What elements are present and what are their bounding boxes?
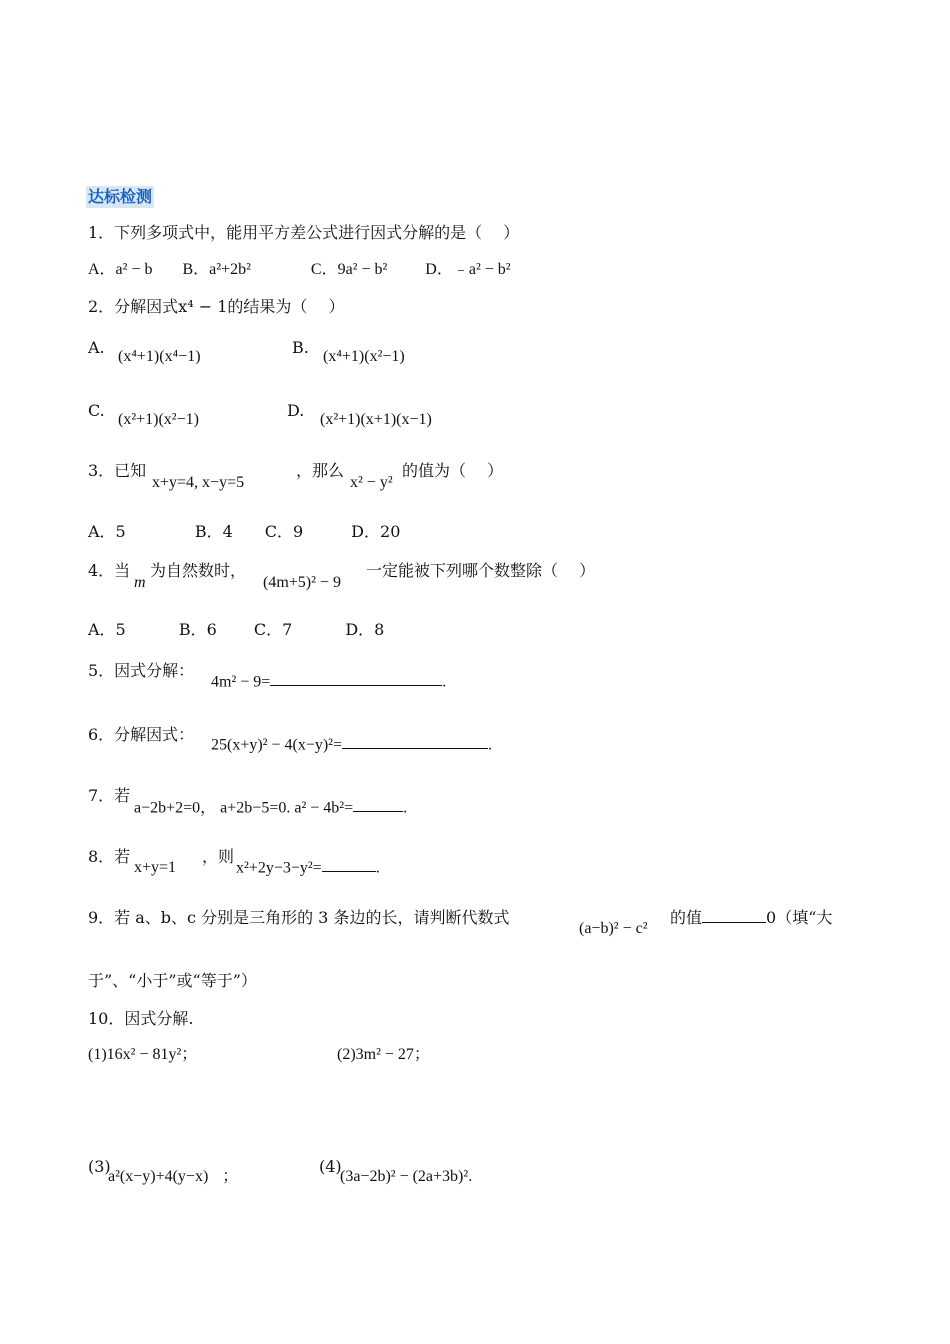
q6-answer-line [211, 734, 492, 756]
q10-part4-end: . [468, 1168, 473, 1185]
q8-end: . [375, 859, 380, 877]
q5-expr: 4m² − 9= [211, 673, 271, 691]
q8-blank[interactable] [322, 857, 376, 872]
q10-part4-line [340, 1166, 472, 1188]
q9-blank[interactable] [702, 908, 766, 923]
q10-part3-label: (3) [88, 1157, 111, 1176]
q3-stem-a: 3．已知 [88, 461, 147, 480]
q8-answer-line [236, 857, 380, 879]
q6-blank[interactable] [342, 734, 488, 749]
q2-b-label: B. [292, 338, 309, 357]
q4-expr: (4m+5)² − 9 [263, 574, 341, 591]
q4-stem-a: 4．当 [88, 561, 131, 580]
q4-var: m [134, 574, 146, 591]
q10-part3-expr: a²(x−y)+4(y−x) [108, 1168, 209, 1185]
q5-blank[interactable] [270, 671, 442, 686]
q1-stem: 1．下列多项式中，能用平方差公式进行因式分解的是（ ） [88, 223, 520, 242]
q5-stem: 5．因式分解： [88, 661, 195, 680]
q9-mid: 的值 [670, 908, 703, 927]
q7-end: . [403, 799, 408, 817]
section-title: 达标检测 [88, 187, 153, 206]
q2-stem: 2．分解因式x⁴ − 1的结果为（ ） [88, 297, 345, 316]
q1-option-b: B．a²+2b² [182, 261, 251, 278]
q7-answer-line [134, 797, 407, 819]
q2-a-label: A. [88, 338, 105, 357]
q6-end: . [488, 736, 492, 754]
q1-option-d: D．﹣a² − b² [425, 261, 511, 278]
q5-answer-line [211, 671, 446, 693]
q9-line2: 于”、“小于”或“等于”） [88, 971, 257, 990]
q9-expr: (a−b)² − c² [579, 920, 648, 937]
q9-after: 0（填“大 [766, 908, 833, 927]
q10-part1: (1)16x² − 81y²； [88, 1046, 198, 1063]
q7-expr: a−2b+2=0， a+2b−5=0. a² − 4b²= [134, 799, 354, 817]
q3-options: A．5 B．4 C．9 D．20 [88, 522, 401, 541]
q3-stem-b: ，那么 [296, 461, 345, 480]
q1-options [88, 259, 511, 281]
q2-c-expr: (x²+1)(x²−1) [118, 411, 199, 428]
q10-stem: 10．因式分解. [88, 1009, 194, 1028]
q10-part4-expr: (3a−2b)² − (2a+3b)² [340, 1168, 469, 1185]
q9-stem: 9．若 a、b、c 分别是三角形的 3 条边的长，请判断代数式 [88, 908, 510, 927]
q1-option-a: A．a² − b [88, 261, 153, 278]
q1-option-c: C．9a² − b² [310, 261, 388, 278]
q2-c-label: C. [88, 401, 105, 420]
q10-part3-line [108, 1166, 238, 1188]
q4-stem-c: 一定能被下列哪个数整除（ ） [366, 561, 596, 580]
q4-options: A．5 B．6 C．7 D．8 [88, 620, 385, 639]
q8-expr: x²+2y−3−y²= [236, 859, 322, 877]
q2-b-expr: (x⁴+1)(x²−1) [323, 348, 405, 365]
q9-answer-line [670, 907, 832, 929]
q7-stem: 7．若 [88, 786, 131, 805]
q3-condition: x+y=4, x−y=5 [152, 474, 245, 491]
q10-part3-end: ； [222, 1168, 239, 1185]
q4-stem-b: 为自然数时， [150, 561, 247, 580]
q2-d-label: D. [287, 401, 305, 420]
q8-condition: x+y=1 [134, 859, 177, 876]
q3-expr: x² − y² [350, 474, 393, 491]
q8-sep: ，则 [202, 847, 235, 866]
q2-d-expr: (x²+1)(x+1)(x−1) [320, 411, 432, 428]
q10-part4-label: (4) [319, 1157, 342, 1176]
q8-stem: 8．若 [88, 847, 131, 866]
q10-part2: (2)3m² − 27； [337, 1046, 430, 1063]
q6-stem: 6．分解因式： [88, 725, 195, 744]
q2-a-expr: (x⁴+1)(x⁴−1) [118, 348, 201, 365]
q7-blank[interactable] [353, 797, 403, 812]
q3-stem-c: 的值为（ ） [402, 461, 504, 480]
q6-expr: 25(x+y)² − 4(x−y)²= [211, 736, 342, 754]
q5-end: . [442, 673, 447, 691]
